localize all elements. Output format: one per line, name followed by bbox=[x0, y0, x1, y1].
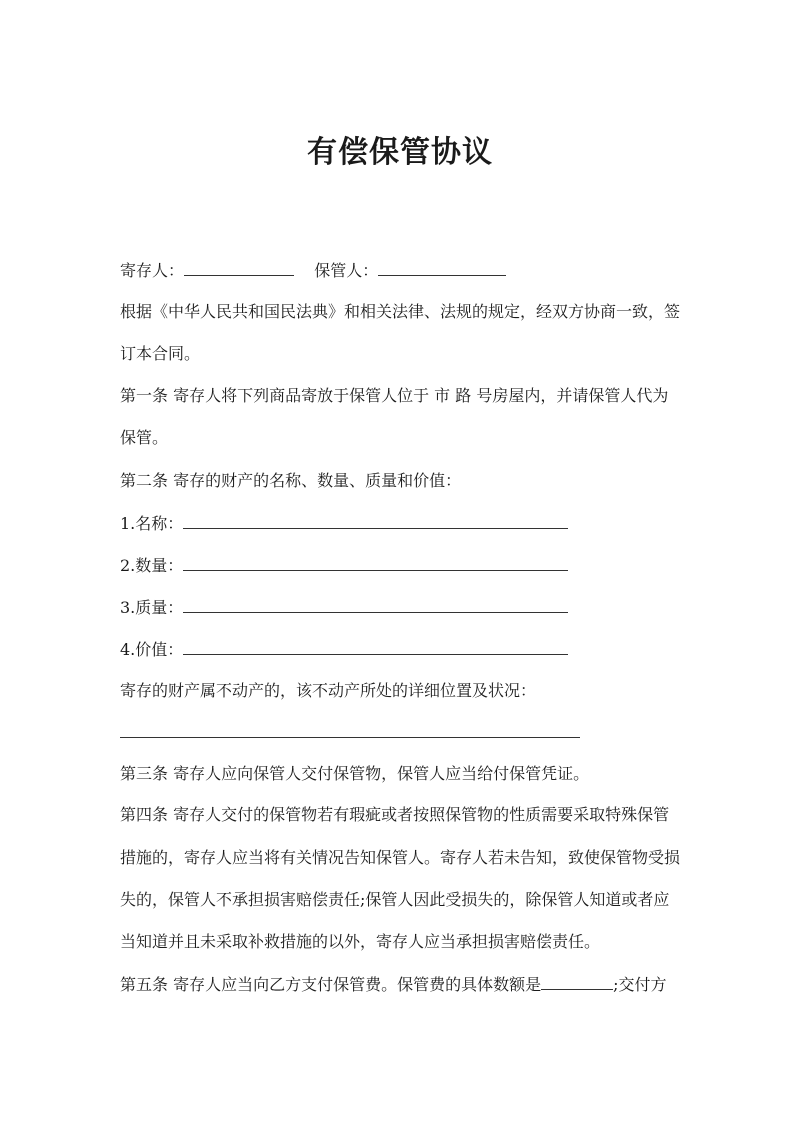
item-quantity-row bbox=[120, 553, 568, 578]
item-value-row bbox=[120, 637, 568, 662]
article5-line-1 bbox=[120, 972, 667, 997]
intro-line-1: 根据《中华人民共和国民法典》和相关法律、法规的规定，经双方协商一致，签 bbox=[120, 302, 681, 321]
article5-text-b: ;交付方 bbox=[613, 975, 667, 994]
article1-line-1: 第一条 寄存人将下列商品寄放于保管人位于 市 路 号房屋内，并请保管人代为 bbox=[120, 386, 669, 405]
item-name-blank[interactable] bbox=[183, 511, 568, 529]
intro-line-2: 订本合同。 bbox=[120, 344, 201, 363]
parties-line bbox=[120, 258, 506, 283]
article1-line-2: 保管。 bbox=[120, 428, 169, 447]
realty-blank-line[interactable] bbox=[120, 737, 580, 738]
item-quantity-blank[interactable] bbox=[183, 553, 568, 571]
keeper-label: 保管人： bbox=[314, 261, 379, 280]
article4-line-4: 当知道并且未采取补救措施的以外，寄存人应当承担损害赔偿责任。 bbox=[120, 932, 601, 951]
depositor-label: 寄存人： bbox=[120, 261, 185, 280]
item-quality-blank[interactable] bbox=[183, 595, 568, 613]
article2-heading: 第二条 寄存的财产的名称、数量、质量和价值： bbox=[120, 471, 462, 490]
fee-amount-blank[interactable] bbox=[541, 972, 613, 990]
item-value-label: 4.价值： bbox=[120, 640, 184, 659]
item-quality-label: 3.质量： bbox=[120, 598, 184, 617]
article4-line-3: 失的，保管人不承担损害赔偿责任;保管人因此受损失的，除保管人知道或者应 bbox=[120, 890, 670, 909]
keeper-blank[interactable] bbox=[378, 258, 506, 276]
document-title: 有偿保管协议 bbox=[307, 135, 493, 170]
realty-note: 寄存的财产属不动产的，该不动产所处的详细位置及状况： bbox=[120, 681, 537, 700]
item-quantity-label: 2.数量： bbox=[120, 556, 184, 575]
depositor-blank[interactable] bbox=[184, 258, 294, 276]
article3-line-1: 第三条 寄存人应向保管人交付保管物，保管人应当给付保管凭证。 bbox=[120, 764, 590, 783]
item-name-label: 1.名称： bbox=[120, 514, 184, 533]
article5-text-a: 第五条 寄存人应当向乙方支付保管费。保管费的具体数额是 bbox=[120, 975, 542, 994]
item-value-blank[interactable] bbox=[183, 637, 568, 655]
article4-line-1: 第四条 寄存人交付的保管物若有瑕疵或者按照保管物的性质需要采取特殊保管 bbox=[120, 805, 670, 824]
item-quality-row bbox=[120, 595, 568, 620]
item-name-row bbox=[120, 511, 568, 536]
article4-line-2: 措施的，寄存人应当将有关情况告知保管人。寄存人若未告知，致使保管物受损 bbox=[120, 848, 681, 867]
